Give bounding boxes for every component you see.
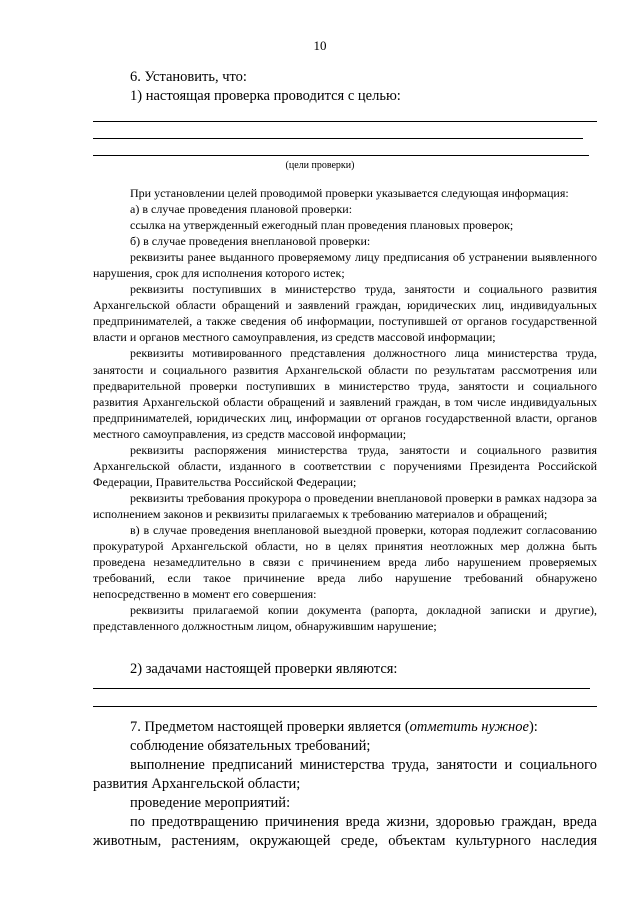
section-7-item-requirements: соблюдение обязательных требований; <box>130 738 371 754</box>
note-intro: При установлении целей проводимой проверки указывается следующая информация: <box>130 186 569 200</box>
section-6-heading: 6. Установить, что: <box>130 69 247 85</box>
purpose-caption: (цели проверки) <box>285 160 355 171</box>
note-appeals: реквизиты поступивших в министерство труда, занятости и социального развития Архангельской области обращений и заявлений граждан, юридических лиц, индивидуальных предпринимателей, а также сведения об информации, поступившей от органов государственной власти и органов местного самоуправления, из средств массовой информации; <box>93 282 597 345</box>
section-7-heading-italic: отметить нужное <box>409 719 529 735</box>
section-7-item-prevention: по предотвращению причинения вреда жизни, здоровью граждан, вреда животным, растениям, окружающей среде, объектам культурного наследия <box>93 814 597 849</box>
blank-line-tasks-2[interactable] <box>93 706 597 707</box>
blank-line-tasks-1[interactable] <box>93 688 590 689</box>
note-unplanned: б) в случае проведения внеплановой проверки: <box>130 234 371 249</box>
note-prescription: реквизиты ранее выданного проверяемому лицу предписания об устранении выявленного нарушения, срок для исполнения которого истек; <box>93 250 597 281</box>
blank-line-purpose-1[interactable] <box>93 121 597 122</box>
section-7-heading <box>93 718 597 737</box>
blank-line-purpose-3[interactable] <box>93 155 589 156</box>
note-planned-ref: ссылка на утвержденный ежегодный план проведения плановых проверок; <box>130 218 514 233</box>
section-7-item-measures: проведение мероприятий: <box>130 795 291 811</box>
note-motivated: реквизиты мотивированного представления должностного лица министерства труда, занятости и социального развития Архангельской области по результатам рассмотрения или предварительной проверки поступивших в министерство труда, занятости и социального развития Архангельской области обращений и заявлений граждан, в том числе индивидуальных предпринимателей, юридических лиц, информации от органов государственной власти, органов местного самоуправления, из средств массовой информации; <box>93 346 597 441</box>
section-7 <box>93 718 597 851</box>
note-prosecutor: реквизиты требования прокурора о проведении внеплановой проверки в рамках надзора за исполнением законов и реквизиты прилагаемых к требованию материалов и обращений; <box>93 490 597 521</box>
note-attachment: реквизиты прилагаемой копии документа (рапорта, докладной записки и другие), представленного должностным лицом, обнаружившим нарушение; <box>93 603 597 634</box>
section-7-item-prescriptions: выполнение предписаний министерства труда, занятости и социального развития Архангельской области; <box>93 757 597 792</box>
section-7-heading-end: ): <box>528 719 538 735</box>
note-planned: а) в случае проведения плановой проверки: <box>130 202 353 217</box>
note-urgent: в) в случае проведения внеплановой выездной проверки, которая подлежит согласованию прокуратурой Архангельской области, но в целях принятия неотложных мер должна быть проведена незамедлительно в связи с причинением вреда либо нарушением проверяемых требований, если такое причинение вреда либо нарушение требований обнаружено непосредственно в момент его совершения: <box>93 522 597 602</box>
section-6-item-1: 1) настоящая проверка проводится с целью: <box>130 88 401 104</box>
section-6-item-2: 2) задачами настоящей проверки являются: <box>130 661 398 677</box>
blank-line-purpose-2[interactable] <box>93 138 583 139</box>
note-order: реквизиты распоряжения министерства труда, занятости и социального развития Архангельской области, изданного в соответствии с поручениями Президента Российской Федерации, Правительства Российской Федерации; <box>93 442 597 489</box>
section-7-heading-start: 7. Предметом настоящей проверки является ( <box>130 719 410 735</box>
page-number: 10 <box>313 38 327 53</box>
purpose-instructions <box>93 185 597 634</box>
